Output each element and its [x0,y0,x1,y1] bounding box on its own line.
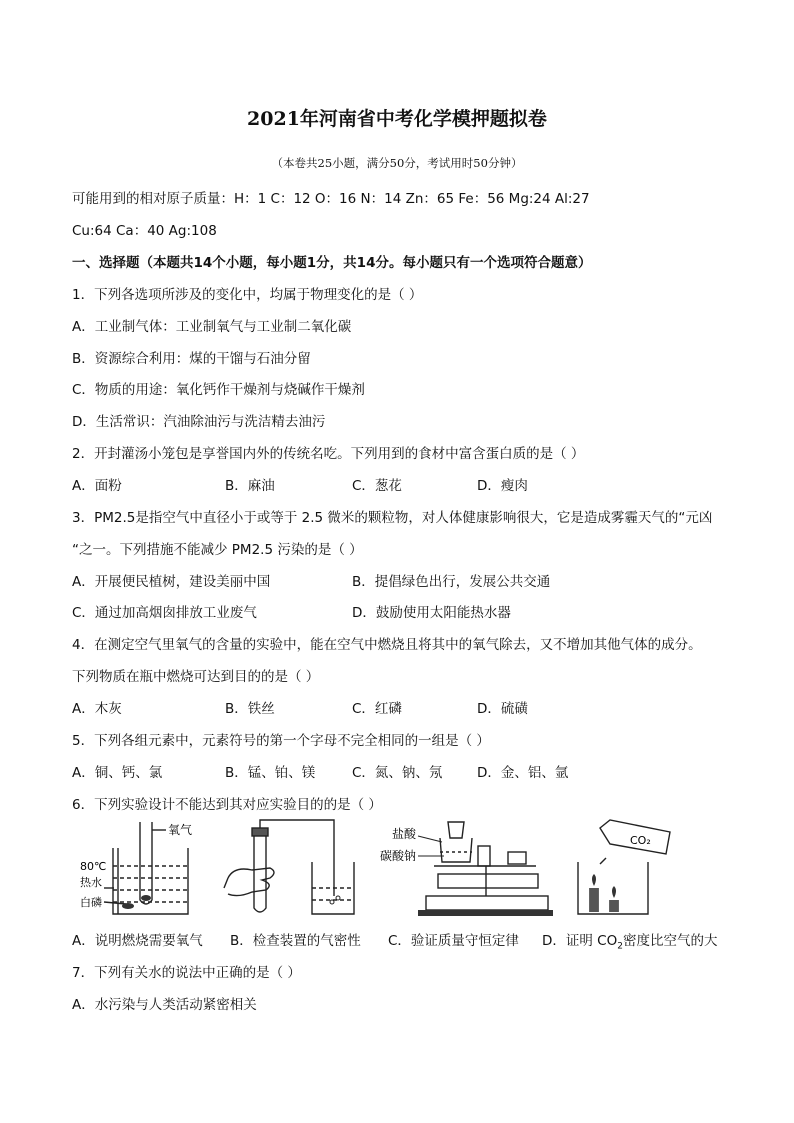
q5-option-a: A．铜、钙、氯 [72,765,163,781]
q6-option-d-sub: 2 [617,941,623,952]
fig-a-label-oxygen: 氧气 [168,823,193,837]
q3-option-c: C．通过加高烟囱排放工业废气 [72,605,257,621]
q1-option-a: A．工业制气体：工业制氧气与工业制二氧化碳 [72,319,352,335]
q3-option-a: A．开展便民植树，建设美丽中国 [72,574,271,590]
section-heading: 一、选择题（本题共14个小题，每小题1分，共14分。每小题只有一个选项符合题意） [72,255,592,271]
q5-stem: 5．下列各组元素中，元素符号的第一个字母不完全相同的一组是（ ） [72,733,490,749]
q4-option-b: B．铁丝 [225,701,275,717]
figure-c-mass-conservation [378,818,553,918]
q1-option-c: C．物质的用途：氧化钙作干燥剂与烧碱作干燥剂 [72,382,365,398]
figure-a-combustion-oxygen [78,818,208,918]
fig-a-label-water: 热水 [80,876,102,889]
fig-a-label-phosphorus: 白磷 [80,896,102,909]
q2-option-d: D．瘦肉 [477,478,528,494]
q1-option-d: D．生活常识：汽油除油污与洗洁精去油污 [72,414,326,430]
q4-option-c: C．红磷 [352,701,402,717]
figure-d-co2-density [570,818,685,918]
q2-stem: 2．开封灌汤小笼包是享誉国内外的传统名吃。下列用到的食材中富含蛋白质的是（ ） [72,446,585,462]
q7-stem: 7．下列有关水的说法中正确的是（ ） [72,965,301,981]
q3-option-d: D．鼓励使用太阳能热水器 [352,605,511,621]
q4-option-d: D．硫磺 [477,701,528,717]
q1-stem: 1．下列各选项所涉及的变化中，均属于物理变化的是（ ） [72,287,423,303]
q3-stem-2: “之一。下列措施不能减少 PM2.5 污染的是（ ） [72,542,363,558]
q6-option-d [542,929,717,952]
q2-option-a: A．面粉 [72,478,122,494]
fig-c-label-sodium-carbonate: 碳酸钠 [380,849,417,863]
page-title: 2021年河南省中考化学模押题拟卷 [247,108,547,130]
q2-option-c: C．葱花 [352,478,402,494]
q6-stem: 6．下列实验设计不能达到其对应实验目的的是（ ） [72,797,382,813]
q3-option-b: B．提倡绿色出行，发展公共交通 [352,574,551,590]
fig-d-label-co2: CO₂ [630,834,651,847]
q5-option-c: C．氮、钠、氖 [352,765,443,781]
fig-a-label-temp: 80℃ [80,860,107,873]
atomic-masses-1: 可能用到的相对原子质量：H：1 C：12 O：16 N：14 Zn：65 Fe：56 Mg:24 Al:27 [72,191,590,207]
q6-option-a: A．说明燃烧需要氧气 [72,933,203,949]
q4-stem-2: 下列物质在瓶中燃烧可达到目的的是（ ） [72,669,320,685]
q6-option-c: C．验证质量守恒定律 [388,933,519,949]
q5-option-b: B．锰、铂、镁 [225,765,316,781]
q2-option-b: B．麻油 [225,478,275,494]
q7-option-a: A．水污染与人类活动紧密相关 [72,997,257,1013]
q5-option-d: D．金、铝、氩 [477,765,569,781]
q1-option-b: B．资源综合利用：煤的干馏与石油分留 [72,351,311,367]
exam-subtitle: （本卷共25小题，满分50分，考试用时50分钟） [271,156,523,170]
q3-stem-1: 3．PM2.5是指空气中直径小于或等于 2.5 微米的颗粒物，对人体健康影响很大，它是造成雾霾天气的“元凶 [72,510,713,526]
q6-option-d-pre: D．证明 CO [542,933,618,949]
figure-b-airtightness [222,818,362,918]
q4-stem-1: 4．在测定空气里氧气的含量的实验中，能在空气中燃烧且将其中的氧气除去，又不增加其他气体的成分。 [72,637,702,653]
fig-c-label-acid: 盐酸 [392,827,417,841]
atomic-masses-2: Cu:64 Ca：40 Ag:108 [72,223,217,239]
q6-option-d-post: 密度比空气的大 [622,933,718,949]
q4-option-a: A．木灰 [72,701,122,717]
q6-option-b: B．检查装置的气密性 [230,933,361,949]
